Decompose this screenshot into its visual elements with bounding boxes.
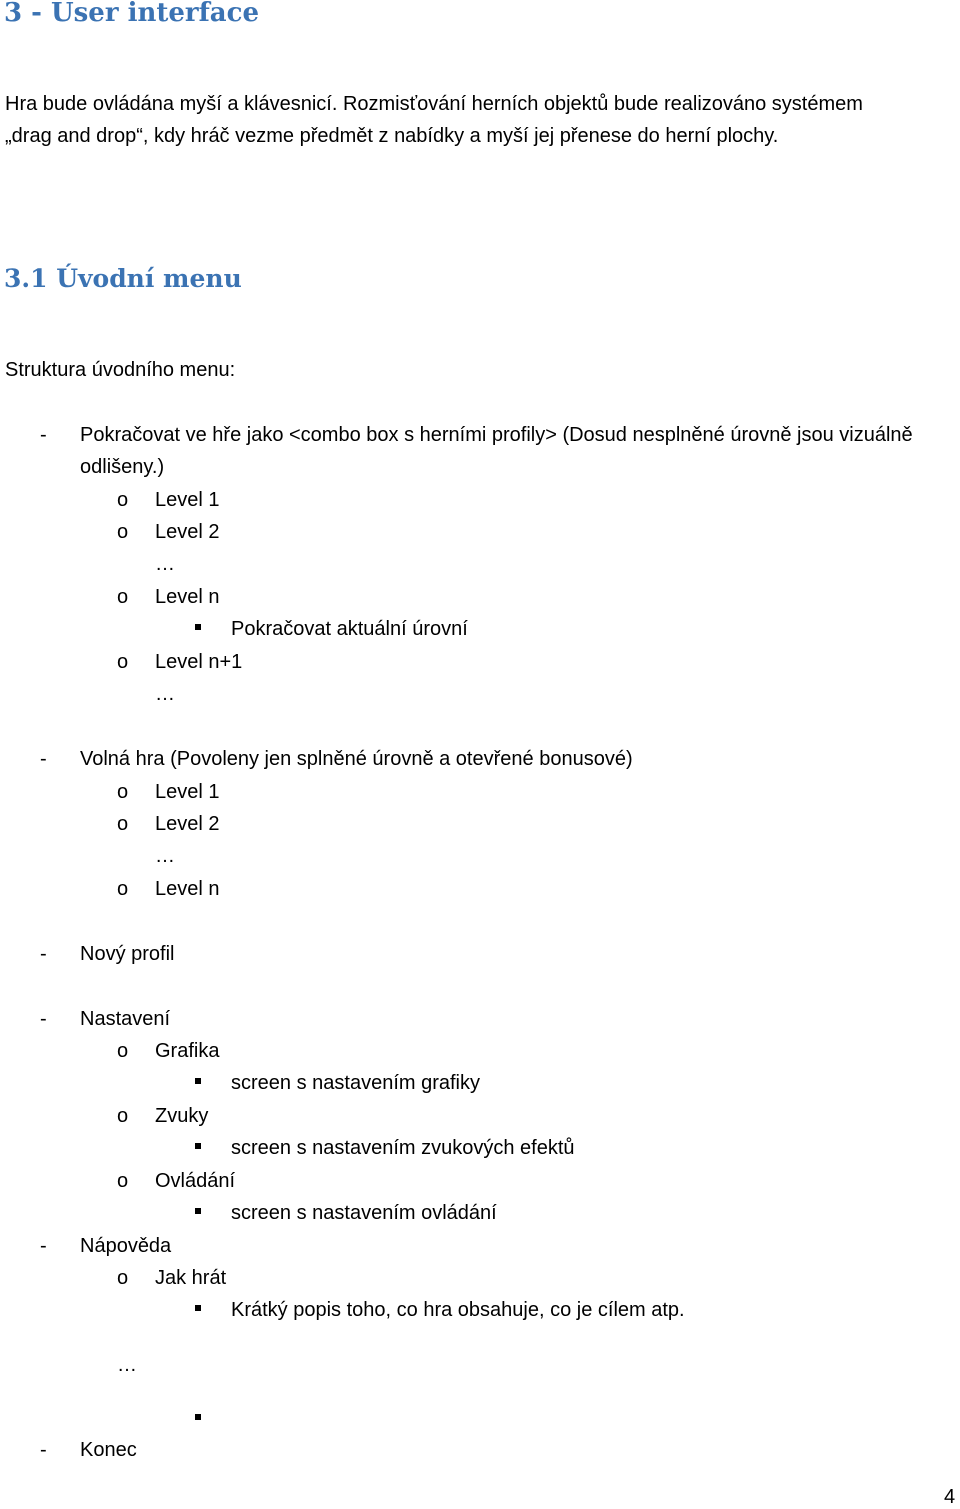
circle-bullet: o [117,521,129,543]
settings-controls-screen: screen s nastavením ovládání [231,1202,497,1224]
dash-bullet: - [40,748,47,770]
square-bullet [195,1078,201,1084]
page-number: 4 [944,1486,956,1508]
dash-bullet: - [40,424,47,446]
circle-bullet: o [117,781,129,803]
square-bullet [195,1414,201,1420]
menu-item-settings: Nastavení [80,1008,171,1030]
continue-level-2: Level 2 [155,521,220,543]
settings-graphics: Grafika [155,1040,220,1062]
menu-item-continue: Pokračovat ve hře jako <combo box s herními profily> (Dosud nesplněné úrovně jsou vizuálně [80,424,913,446]
circle-bullet: o [117,651,129,673]
circle-bullet: o [117,813,129,835]
square-bullet [195,1208,201,1214]
dash-bullet: - [40,1439,47,1461]
free-play-level-2: Level 2 [155,813,220,835]
continue-level-1: Level 1 [155,489,220,511]
help-how-to-play: Jak hrát [155,1267,227,1289]
settings-sounds: Zvuky [155,1105,209,1127]
continue-level-n: Level n [155,586,220,608]
circle-bullet: o [117,489,129,511]
continue-level-n-plus-1: Level n+1 [155,651,243,673]
circle-bullet: o [117,586,129,608]
help-how-to-play-desc: Krátký popis toho, co hra obsahuje, co je cílem atp. [231,1299,685,1321]
ellipsis: … [155,553,175,575]
dash-bullet: - [40,943,47,965]
menu-item-new-profile: Nový profil [80,943,175,965]
ellipsis: … [155,845,175,867]
page-heading: 3 - User interface [4,0,260,28]
section-title: 3.1 Úvodní menu [4,264,242,293]
intro-line-2: „drag and drop“, kdy hráč vezme předmět z nabídky a myší jej přenese do herní plochy. [5,125,779,147]
square-bullet [195,624,201,630]
circle-bullet: o [117,878,129,900]
intro-line-1: Hra bude ovládána myší a klávesnicí. Rozmisťování herních objektů bude realizováno systémem [5,93,863,115]
circle-bullet: o [117,1267,129,1289]
menu-item-help: Nápověda [80,1235,172,1257]
menu-item-free-play: Volná hra (Povoleny jen splněné úrovně a otevřené bonusové) [80,748,633,770]
settings-graphics-screen: screen s nastavením grafiky [231,1072,480,1094]
settings-sounds-screen: screen s nastavením zvukových efektů [231,1137,575,1159]
menu-item-continue-cont: odlišeny.) [80,456,165,478]
circle-bullet: o [117,1170,129,1192]
continue-current-level: Pokračovat aktuální úrovní [231,618,468,640]
free-play-level-1: Level 1 [155,781,220,803]
section-lead: Struktura úvodního menu: [5,359,236,381]
circle-bullet: o [117,1040,129,1062]
dash-bullet: - [40,1235,47,1257]
free-play-level-n: Level n [155,878,220,900]
square-bullet [195,1305,201,1311]
circle-bullet: o [117,1105,129,1127]
dash-bullet: - [40,1008,47,1030]
menu-item-quit: Konec [80,1439,137,1461]
settings-controls: Ovládání [155,1170,236,1192]
ellipsis: … [117,1354,137,1376]
ellipsis: … [155,683,175,705]
square-bullet [195,1143,201,1149]
